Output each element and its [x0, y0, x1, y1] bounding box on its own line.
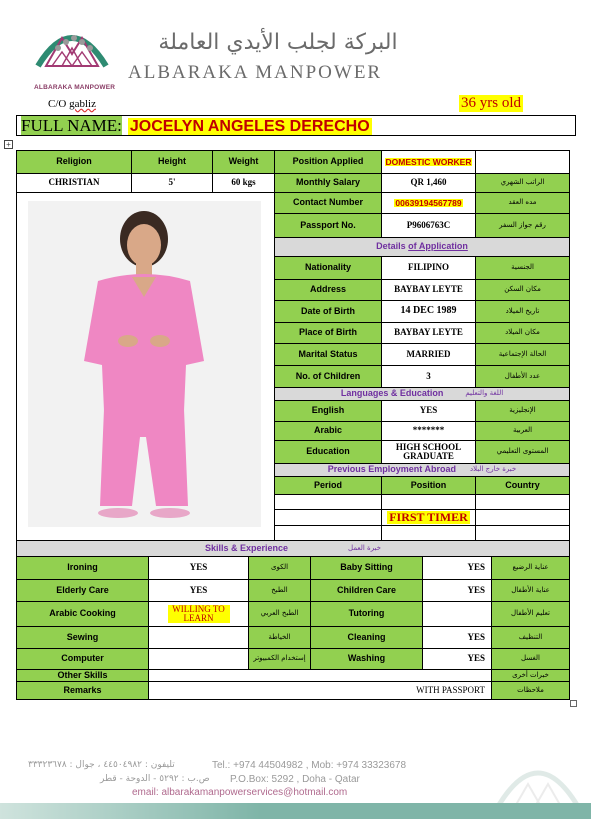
weight-header: Weight: [212, 150, 275, 174]
skill-cleaning-value: YES: [422, 626, 492, 649]
full-name-row: [16, 115, 576, 136]
english-arabic: الإنجليزية: [475, 400, 570, 422]
passport-arabic: رقم جواز السفر: [475, 213, 570, 238]
arabic-label: Arabic: [274, 421, 382, 441]
pob-value: BAYBAY LEYTE: [381, 322, 476, 344]
footer-address-arabic: ص.ب : ٥٢٩٢ - الدوحة - قطر: [100, 774, 210, 784]
children-value: 3: [381, 365, 476, 388]
religion-header: Religion: [16, 150, 132, 174]
skill-arabic-cooking-cell: [148, 601, 249, 627]
position-empty: [475, 150, 570, 174]
address-arabic: مكان السكن: [475, 279, 570, 301]
skill-ironing-label: Ironing: [16, 556, 149, 580]
care-of: C/O gabliz: [48, 98, 96, 110]
dob-label: Date of Birth: [274, 300, 382, 323]
marital-arabic: الحالة الإجتماعية: [475, 343, 570, 366]
religion-value: CHRISTIAN: [16, 173, 132, 193]
pob-label: Place of Birth: [274, 322, 382, 344]
salary-label: Monthly Salary: [274, 173, 382, 193]
skill-arabic-cooking-value: WILLING TO LEARN: [168, 605, 230, 623]
footer-phone-arabic: تليفون : ٤٤٥٠٤٩٨٢ ، جوال : ٣٣٣٢٣٦٧٨: [28, 760, 175, 770]
contact-cell: [381, 192, 476, 214]
other-skills-label: Other Skills: [16, 669, 149, 682]
other-skills-arabic: خبرات أخرى: [491, 669, 570, 682]
applicant-photo: [28, 201, 261, 527]
position-value: DOMESTIC WORKER: [385, 156, 472, 167]
footer-watermark-logo: [488, 740, 588, 810]
country-header: Country: [475, 476, 570, 495]
table-resize-handle-icon[interactable]: [570, 700, 577, 707]
education-value: HIGH SCHOOL GRADUATE: [381, 440, 476, 464]
education-arabic: المستوى التعليمي: [475, 440, 570, 464]
full-name-value: JOCELYN ANGELES DERECHO: [129, 118, 370, 135]
skill-computer-label: Computer: [16, 648, 149, 670]
education-label: Education: [274, 440, 382, 464]
children-label: No. of Children: [274, 365, 382, 388]
pob-arabic: مكان الميلاد: [475, 322, 570, 344]
english-value: YES: [381, 400, 476, 422]
passport-label: Passport No.: [274, 213, 382, 238]
skill-tutoring-value: [422, 601, 492, 627]
address-label: Address: [274, 279, 382, 301]
skills-section-title: Skills & Experience خبرة العمل: [16, 540, 570, 557]
english-label: English: [274, 400, 382, 422]
marital-value: MARRIED: [381, 343, 476, 366]
employment-row-3-period: [274, 525, 382, 541]
nationality-arabic: الجنسية: [475, 256, 570, 280]
footer-email: email: albarakamanpowerservices@hotmail.com: [132, 787, 348, 798]
skill-babysitting-arabic: عناية الرضيع: [491, 556, 570, 580]
employment-note-cell: [381, 509, 476, 526]
skill-cleaning-arabic: التنظيف: [491, 626, 570, 649]
brand-english: ALBARAKA MANPOWER: [128, 62, 383, 83]
position-header: Position: [381, 476, 476, 495]
skill-childcare-value: YES: [422, 579, 492, 602]
skill-washing-value: YES: [422, 648, 492, 670]
employment-row-3-position: [381, 525, 476, 541]
skill-childcare-arabic: عناية الأطفال: [491, 579, 570, 602]
nationality-label: Nationality: [274, 256, 382, 280]
skill-sewing-value: [148, 626, 249, 649]
albaraka-logo: [32, 18, 112, 86]
contact-label: Contact Number: [274, 192, 382, 214]
passport-value: P9606763C: [381, 213, 476, 238]
skill-washing-label: Washing: [310, 648, 423, 670]
skill-ironing-arabic: الكوى: [248, 556, 311, 580]
employment-row-1-period: [274, 494, 382, 510]
table-move-handle-icon[interactable]: +: [4, 140, 13, 149]
skill-babysitting-label: Baby Sitting: [310, 556, 423, 580]
languages-section-title: Languages & Education اللغة والتعليم: [274, 387, 570, 401]
marital-label: Marital Status: [274, 343, 382, 366]
remarks-label: Remarks: [16, 681, 149, 700]
skill-cleaning-label: Cleaning: [310, 626, 423, 649]
employment-section-title: Previous Employment Abroad خبرة خارج البلاد: [274, 463, 570, 477]
skill-elderly-value: YES: [148, 579, 249, 602]
address-value: BAYBAY LEYTE: [381, 279, 476, 301]
skill-computer-arabic: إستخدام الكمبيوتر: [248, 648, 311, 670]
logo-caption: ALBARAKA MANPOWER: [34, 84, 116, 91]
position-cell: [381, 150, 476, 174]
skill-sewing-label: Sewing: [16, 626, 149, 649]
remarks-arabic: ملاحظات: [491, 681, 570, 700]
skill-elderly-label: Elderly Care: [16, 579, 149, 602]
contact-arabic: مده العقد: [475, 192, 570, 214]
nationality-value: FILIPINO: [381, 256, 476, 280]
arabic-arabic: العربية: [475, 421, 570, 441]
dob-arabic: تاريخ الميلاد: [475, 300, 570, 323]
skill-sewing-arabic: الخياطة: [248, 626, 311, 649]
employment-row-2-period: [274, 509, 382, 526]
skill-tutoring-arabic: تعليم الأطفال: [491, 601, 570, 627]
height-value: 5': [131, 173, 213, 193]
details-section-title: Details of Application: [274, 237, 570, 257]
footer-address-english: P.O.Box: 5292 , Doha - Qatar: [230, 774, 360, 785]
employment-row-1-position: [381, 494, 476, 510]
salary-arabic: الراتب الشهري: [475, 173, 570, 193]
brand-arabic: البركة لجلب الأيدي العاملة: [158, 30, 398, 55]
skill-tutoring-label: Tutoring: [310, 601, 423, 627]
dob-value: 14 DEC 1989: [381, 300, 476, 323]
period-header: Period: [274, 476, 382, 495]
employment-row-2-country: [475, 509, 570, 526]
arabic-value: *******: [381, 421, 476, 441]
first-timer-note: FIRST TIMER: [389, 510, 468, 525]
weight-value: 60 kgs: [212, 173, 275, 193]
height-header: Height: [131, 150, 213, 174]
skill-arabic-cooking-label: Arabic Cooking: [16, 601, 149, 627]
skill-washing-arabic: الغسل: [491, 648, 570, 670]
full-name-label: FULL NAME:: [21, 116, 122, 135]
children-arabic: عدد الأطفال: [475, 365, 570, 388]
age-badge: 36 yrs old: [461, 95, 521, 111]
skill-babysitting-value: YES: [422, 556, 492, 580]
contact-value: 00639194567789: [395, 197, 462, 208]
position-label: Position Applied: [274, 150, 382, 174]
skill-ironing-value: YES: [148, 556, 249, 580]
employment-row-3-country: [475, 525, 570, 541]
footer-bar: [0, 803, 591, 819]
remarks-value: WITH PASSPORT: [148, 681, 492, 700]
skill-childcare-label: Children Care: [310, 579, 423, 602]
employment-row-1-country: [475, 494, 570, 510]
skill-computer-value: [148, 648, 249, 670]
footer-phone-english: Tel.: +974 44504982 , Mob: +974 33323678: [212, 760, 407, 771]
skill-elderly-arabic: الطبخ: [248, 579, 311, 602]
skill-arabic-cooking-arabic: الطبخ العربي: [248, 601, 311, 627]
salary-value: QR 1,460: [381, 173, 476, 193]
